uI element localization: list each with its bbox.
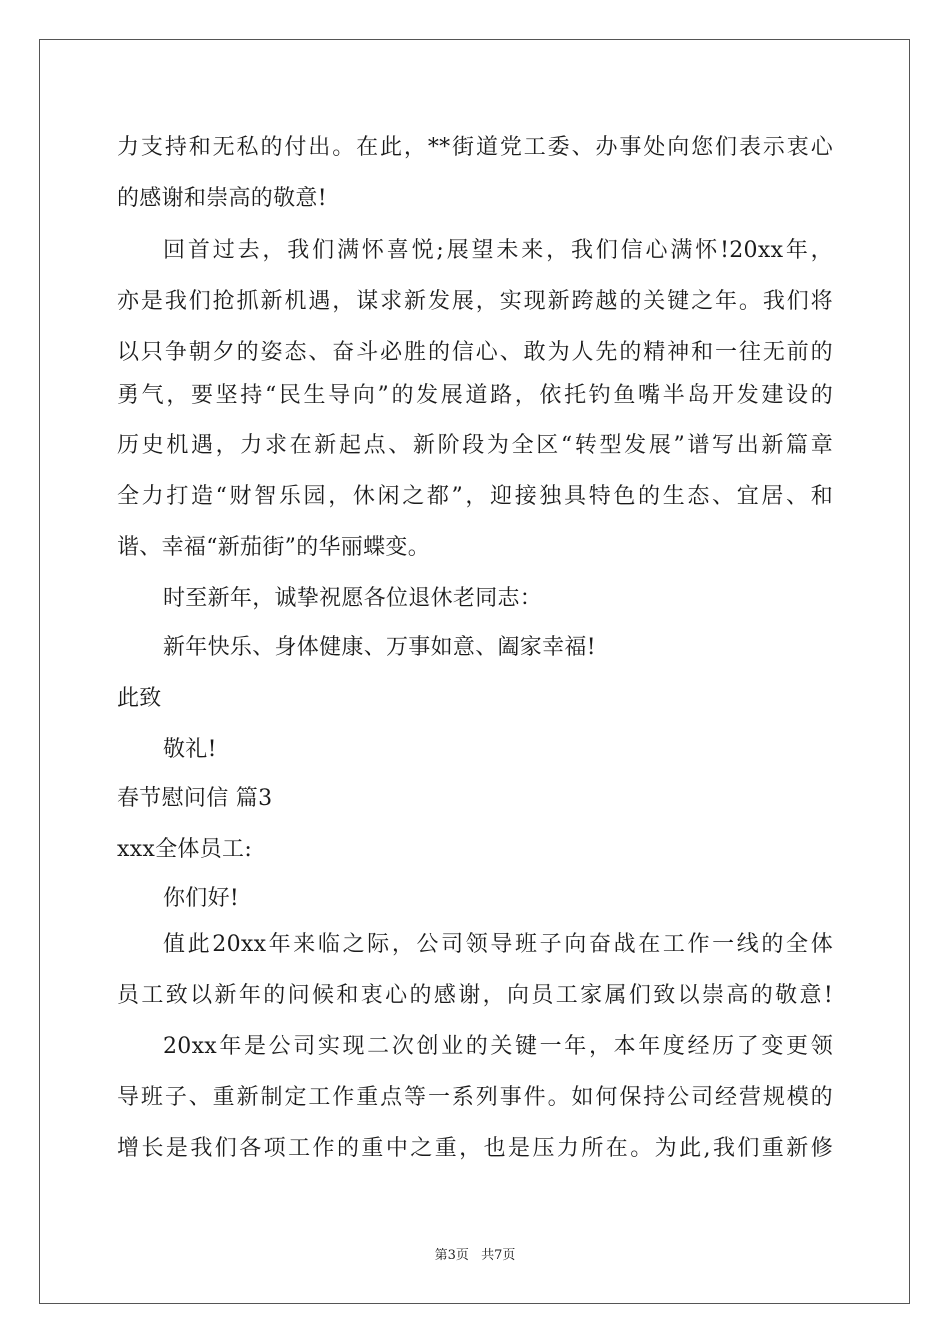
body-line: 导班子、重新制定工作重点等一系列事件。如何保持公司经营规模的 — [117, 1085, 833, 1110]
salutation: xxx全体员工: — [117, 837, 253, 862]
section-heading: 春节慰问信 篇3 — [117, 786, 273, 811]
body-line: 谐、幸福“新茄街”的华丽蝶变。 — [117, 535, 430, 560]
body-line: 亦是我们抢抓新机遇，谋求新发展，实现新跨越的关键之年。我们将 — [117, 289, 833, 314]
greeting: 你们好! — [163, 886, 240, 911]
body-line: 以只争朝夕的姿态、奋斗必胜的信心、敢为人先的精神和一往无前的 — [117, 340, 833, 365]
page-total: 共7页 — [481, 1248, 516, 1263]
body-line: 回首过去，我们满怀喜悦;展望未来，我们信心满怀!20xx年， — [163, 238, 833, 263]
page-number: 第3页 — [434, 1248, 469, 1263]
body-line: 勇气，要坚持“民生导向”的发展道路，依托钓鱼嘴半岛开发建设的 — [117, 383, 833, 408]
body-line: 新年快乐、身体健康、万事如意、阖家幸福! — [163, 635, 596, 660]
closing-line: 敬礼! — [163, 737, 217, 762]
body-line: 20xx年是公司实现二次创业的关键一年，本年度经历了变更领 — [163, 1034, 833, 1059]
body-line: 力支持和无私的付出。在此，**街道党工委、办事处向您们表示衷心 — [117, 135, 833, 160]
page-footer — [0, 1248, 950, 1264]
body-line: 历史机遇，力求在新起点、新阶段为全区“转型发展”谱写出新篇章 — [117, 433, 833, 458]
body-line: 全力打造“财智乐园，休闲之都”，迎接独具特色的生态、宜居、和 — [117, 484, 833, 509]
body-line: 的感谢和崇高的敬意! — [117, 186, 327, 211]
body-line: 时至新年，诚挚祝愿各位退休老同志： — [163, 586, 543, 611]
closing-line: 此致 — [117, 686, 162, 711]
body-line: 值此20xx年来临之际，公司领导班子向奋战在工作一线的全体 — [163, 932, 833, 957]
body-line: 员工致以新年的问候和衷心的感谢，向员工家属们致以崇高的敬意! — [117, 983, 833, 1008]
body-line: 增长是我们各项工作的重中之重，也是压力所在。为此,我们重新修 — [117, 1136, 833, 1161]
page-frame — [39, 39, 910, 1304]
